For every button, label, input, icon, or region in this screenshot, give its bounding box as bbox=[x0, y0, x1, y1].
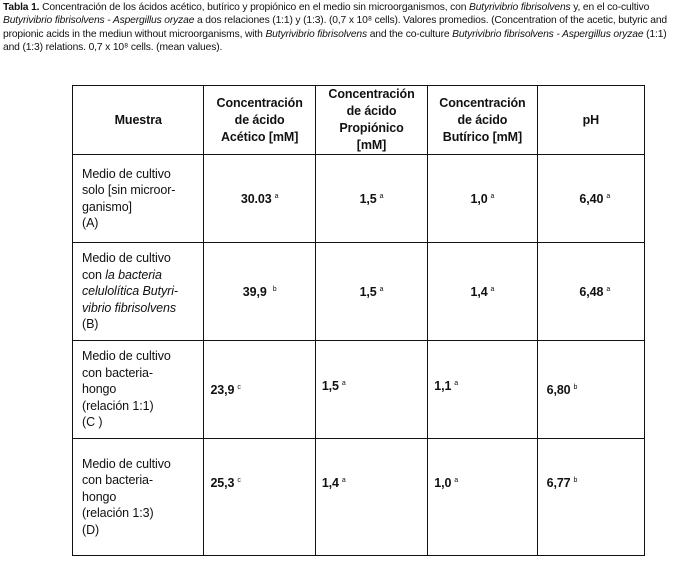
table-row bbox=[73, 155, 645, 243]
cell-propionico: 1,4 $^a$ bbox=[315, 439, 427, 556]
cell-propionico: 1,5 $^a$ bbox=[315, 341, 427, 439]
cell-butirico: 1,1 $^a$ bbox=[428, 341, 537, 439]
cell-propionico: 1,5 $^a$ bbox=[315, 243, 427, 341]
cell-butirico: 1,0 $^a$ bbox=[428, 155, 537, 243]
cell-muestra: Medio de cultivo con la bacteria celulolítica Butyri- vibrio fibrisolvens (B) bbox=[73, 243, 204, 341]
cell-butirico: 1,4 $^a$ bbox=[428, 243, 537, 341]
cell-acetico: 30.03 $^a$ bbox=[204, 155, 315, 243]
cell-acetico: 25,3 $^c$ bbox=[204, 439, 315, 556]
cell-ph: 6,48 $^a$ bbox=[537, 243, 644, 341]
table-row bbox=[73, 439, 645, 556]
cell-propionico: 1,5 $^a$ bbox=[315, 155, 427, 243]
cell-acetico: 39,9 $^b$ bbox=[204, 243, 315, 341]
table-row bbox=[73, 243, 645, 341]
cell-acetico: 23,9 $^c$ bbox=[204, 341, 315, 439]
table-caption: Tabla 1. Concentración de los ácidos acético, butírico y propiónico en el medio sin microorganismos, con Butyrivibrio fibrisolvens y, en el co-cultivo Butyrivibrio fibrisolvens - Aspergillus oryzae a dos relaciones (1:1) y (1:3). (0,7 x 10⁸ cells). Valores promedios. (Concentration of the acetic, butyric and propionic acids in the mediun without microorganisms, with Butyrivibrio fibrisolvens and the co-culture Butyrivibrio fibrisolvens - Aspergillus oryzae (1:1) and (1:3) relations. 0,7 x 10⁸ cells. (mean values). bbox=[3, 2, 667, 54]
cell-muestra: Medio de cultivo con bacteria- hongo (relación 1:1) (C ) bbox=[73, 341, 204, 439]
table-header-row bbox=[73, 86, 645, 155]
header-muestra: Muestra bbox=[73, 86, 204, 155]
cell-ph: 6,77 $^b$ bbox=[537, 439, 644, 556]
cell-ph: 6,80 $^b$ bbox=[537, 341, 644, 439]
header-butirico: Concentración de ácido Butírico [mM] bbox=[428, 86, 537, 155]
results-table bbox=[72, 85, 645, 556]
cell-ph: 6,40 $^a$ bbox=[537, 155, 644, 243]
table-row bbox=[73, 341, 645, 439]
cell-muestra: Medio de cultivo solo [sin microor- ganismo] (A) bbox=[73, 155, 204, 243]
cell-muestra: Medio de cultivo con bacteria- hongo (relación 1:3) (D) bbox=[73, 439, 204, 556]
header-ph: pH bbox=[537, 86, 644, 155]
cell-butirico: 1,0 $^a$ bbox=[428, 439, 537, 556]
header-acetico: Concentración de ácido Acético [mM] bbox=[204, 86, 315, 155]
header-propionico: Concentración de ácido Propiónico [mM] bbox=[315, 86, 427, 155]
caption-label: Tabla 1. bbox=[3, 2, 40, 13]
